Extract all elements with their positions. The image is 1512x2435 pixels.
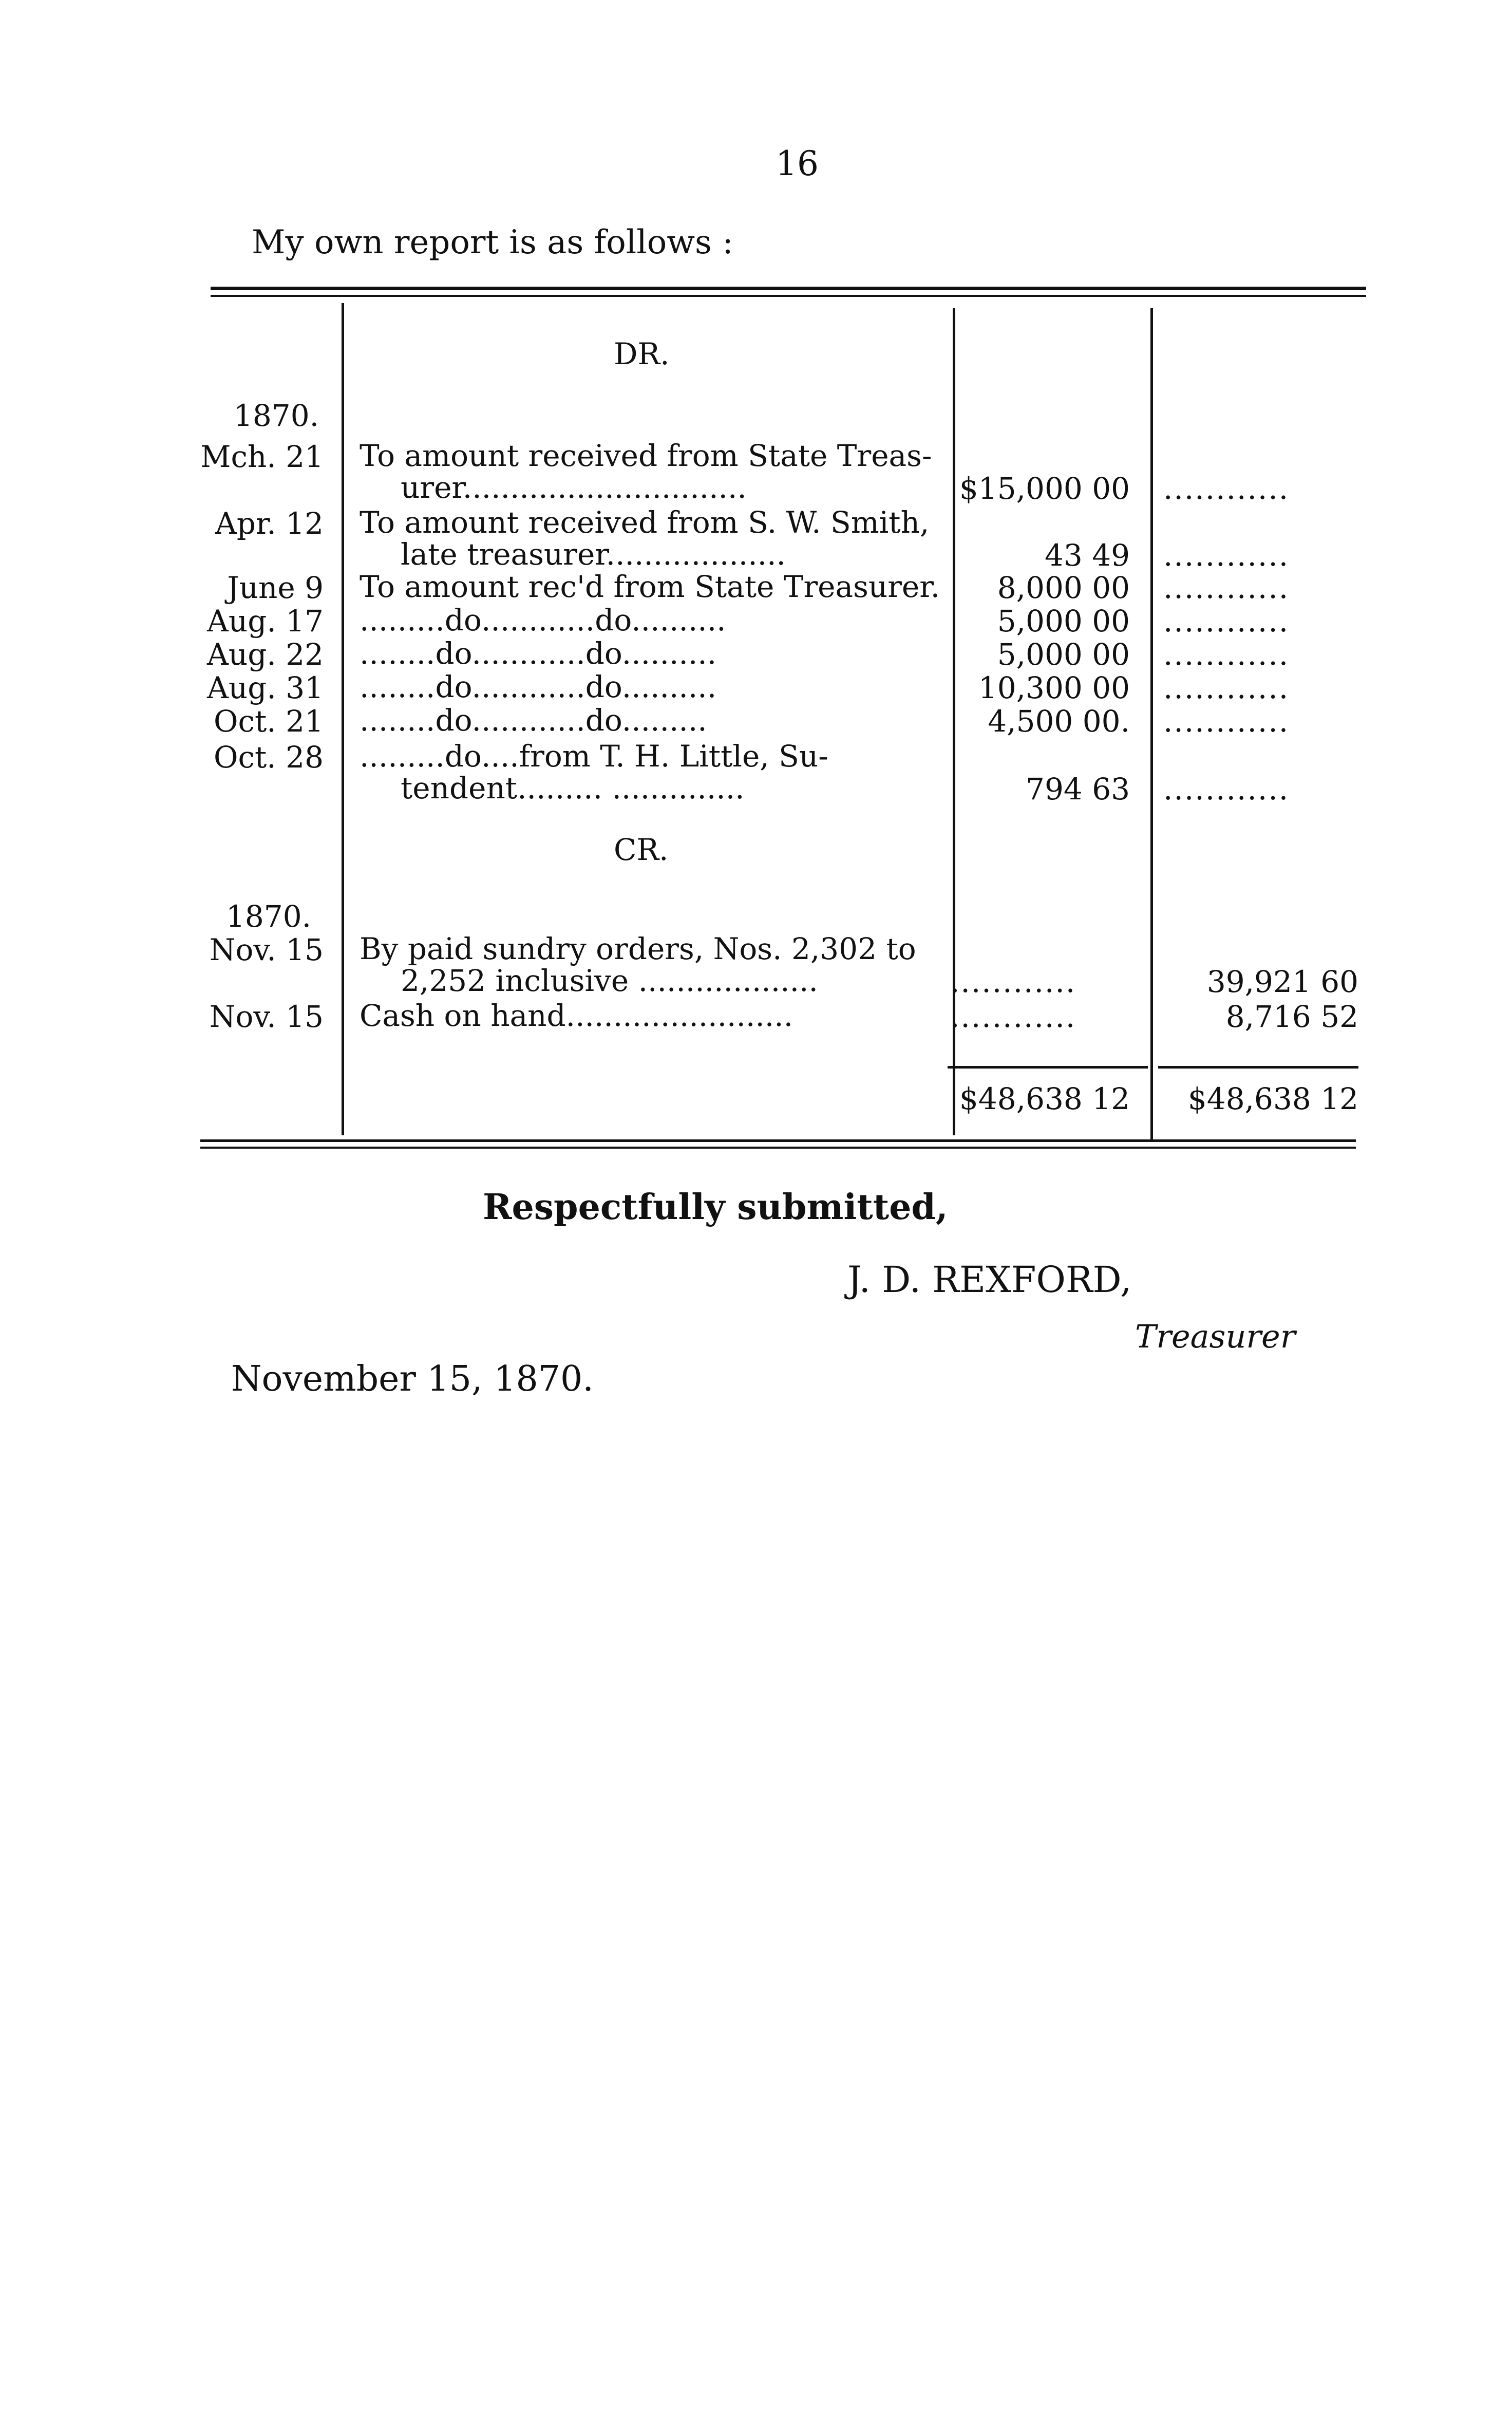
entry-date: Aug. 22 [206,637,324,672]
filler-dots: ............ [1163,670,1290,705]
entry-description-cont: urer.............................. [401,470,747,505]
entry-date: Nov. 15 [209,999,324,1034]
report-date: November 15, 1870. [231,1359,594,1399]
entry-description: ........do............do......... [360,703,707,738]
cr-total: $48,638 12 [1187,1081,1358,1116]
entry-date: Apr. 12 [215,506,324,541]
dr-year: 1870. [234,398,319,433]
entry-amount: 4,500 00. [988,704,1130,739]
column-rule-date [342,303,344,1135]
filler-dots: ............ [1163,637,1290,672]
total-rule-dr [948,1066,1148,1069]
entry-description-cont: late treasurer................... [401,537,786,572]
entry-amount: 10,300 00 [978,670,1130,705]
signer-name: J. D. REXFORD, [847,1259,1132,1301]
entry-description: ........do............do.......... [360,636,717,671]
dr-total: $48,638 12 [959,1081,1130,1116]
total-rule-cr [1158,1066,1358,1069]
signer-title: Treasurer [1135,1318,1296,1355]
filler-dots: ............ [950,964,1076,999]
table-top-rule [211,287,1366,290]
entry-description: To amount received from State Treas- [360,438,932,473]
entry-description: By paid sundry orders, Nos. 2,302 to [360,931,916,966]
entry-description: ........do............do.......... [360,669,717,704]
entry-date: Nov. 15 [209,932,324,967]
entry-description: Cash on hand........................ [360,998,793,1033]
entry-description-cont: 2,252 inclusive ................... [401,963,818,998]
entry-date: Mch. 21 [200,439,324,474]
entry-amount: $15,000 00 [959,471,1130,506]
table-bottom-rule [200,1139,1356,1142]
closing-text: Respectfully submitted, [483,1187,948,1228]
cr-year: 1870. [226,899,312,934]
entry-description-cont: tendent......... .............. [401,771,745,806]
entry-description: .........do............do.......... [360,603,726,638]
entry-date: Oct. 28 [213,740,324,775]
filler-dots: ............ [950,999,1076,1034]
entry-date: Aug. 31 [206,670,324,705]
entry-amount: 794 63 [1026,772,1130,807]
entry-date: Oct. 21 [213,704,324,739]
table-top-rule-thin [211,295,1366,297]
entry-date: June 9 [227,570,324,605]
entry-description: To amount received from S. W. Smith, [360,505,930,540]
filler-dots: ............ [1163,471,1290,506]
page-number: 16 [776,144,819,183]
entry-amount: 8,716 52 [1225,999,1358,1034]
entry-amount: 5,000 00 [997,604,1130,639]
filler-dots: ............ [1163,538,1290,573]
column-rule-amount [1150,308,1153,1140]
entry-amount: 5,000 00 [997,637,1130,672]
filler-dots: ............ [1163,704,1290,739]
dr-heading: DR. [614,336,670,371]
cr-heading: CR. [614,832,669,867]
entry-amount: 39,921 60 [1206,964,1358,999]
entry-description: To amount rec'd from State Treasurer. [360,569,940,604]
entry-amount: 8,000 00 [997,570,1130,605]
entry-amount: 43 49 [1044,538,1130,573]
filler-dots: ............ [1163,570,1290,605]
report-intro: My own report is as follows : [252,223,733,261]
filler-dots: ............ [1163,772,1290,807]
entry-date: Aug. 17 [206,604,324,639]
filler-dots: ............ [1163,604,1290,639]
table-bottom-rule-thin [200,1147,1356,1149]
entry-description: .........do....from T. H. Little, Su- [360,739,828,774]
